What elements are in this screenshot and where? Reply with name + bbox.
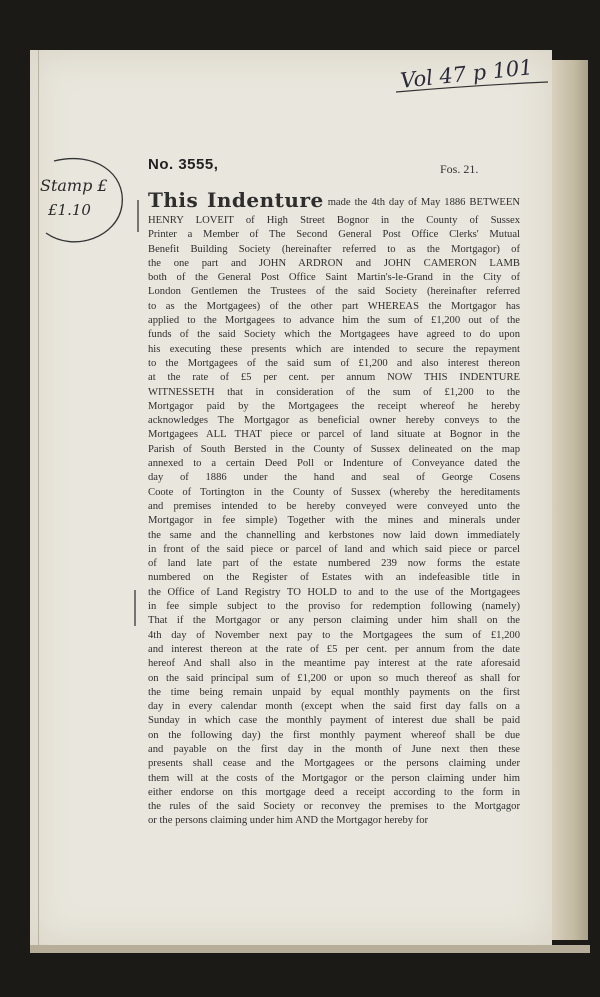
- indenture-body: [148, 186, 520, 829]
- volume-ref: Vol 47 p 101: [399, 55, 534, 93]
- body-line: WITNESSETH that in consideration of the sum of £1,200 to the: [148, 386, 520, 398]
- indenture-opening: This Indenture: [148, 188, 324, 212]
- opening-line: [148, 186, 520, 214]
- body-line: and interest thereon at the rate of £5 per cent. per annum from the date: [148, 643, 520, 655]
- body-line: annexed to a certain Deed Poll or Indenture of Conveyance dated the: [148, 458, 520, 470]
- body-line: day in every calendar month (except when the said first day falls on a: [148, 701, 520, 713]
- pencil-mark-top: [137, 200, 139, 232]
- body-line: Mortgagor paid by the Mortgagees the receipt whereof he hereby: [148, 400, 520, 412]
- body-line: at the rate of £5 per cent. per annum NOW THIS INDENTURE: [148, 372, 520, 384]
- body-line: HENRY LOVEIT of High Street Bognor in the County of Sussex: [148, 215, 520, 226]
- body-line: and payable on the first day in the month of June next then these: [148, 743, 520, 755]
- body-line: the Office of Land Registry TO HOLD to and to the use of the Mortgagees: [148, 586, 520, 598]
- volume-annotation: [392, 55, 552, 102]
- body-line: in fee simple subject to the proviso for redemption following (namely): [148, 601, 520, 613]
- body-line: funds of the said Society which the Mortgagees have agreed to do upon: [148, 329, 520, 341]
- body-line: Coote of Tortington in the County of Sussex (whereby the hereditaments: [148, 486, 520, 498]
- body-line: both of the General Post Office Saint Martin's-le-Grand in the City of: [148, 272, 520, 284]
- document-sheet: [30, 50, 552, 945]
- body-line: Benefit Building Society (hereinafter referred to as the Mortgagor) of: [148, 243, 520, 255]
- body-line: Printer a Member of The Second General Post Office Clerks' Mutual: [148, 229, 520, 241]
- underlying-pages-edge: [552, 60, 588, 940]
- body-line: the rules of the said Society or reconvey the premises to the Mortgagor: [148, 801, 520, 813]
- body-line: Sunday in which case the monthly payment of interest due shall be paid: [148, 715, 520, 727]
- folio-count: Fos. 21.: [440, 162, 479, 176]
- body-line: Parish of South Bersted in the County of Sussex delineated on the map: [148, 443, 520, 455]
- body-line: London Gentlemen the Trustees of the said Society (hereinafter referred: [148, 286, 520, 298]
- margin-note-stamp: Stamp £: [40, 176, 108, 195]
- body-line: hereof And shall also in the meantime pay interest at the rate aforesaid: [148, 658, 520, 670]
- body-line: Mortgagor in fee simple) Together with the mines and minerals under: [148, 515, 520, 527]
- body-line: 4th day of November next pay to the Mortgagees the sum of £1,200: [148, 629, 520, 641]
- body-line: applied to the Mortgagees to advance him the sum of £1,200 out of the: [148, 315, 520, 327]
- body-line: presents shall cease and the Mortgagees or the persons claiming under: [148, 758, 520, 770]
- body-line: on the following day) the first monthly payment whereof shall be due: [148, 729, 520, 741]
- body-line: on the said principal sum of £1,200 or upon so much thereof as shall for: [148, 672, 520, 684]
- body-line: in front of the said piece or parcel of land and which said piece or parcel: [148, 543, 520, 555]
- body-line: the one part and JOHN ARDRON and JOHN CAMERON LAMB: [148, 257, 520, 269]
- body-line: the time being remain unpaid by equal monthly payments on the first: [148, 686, 520, 698]
- body-line: of land late part of the estate numbered 239 now forms the estate: [148, 558, 520, 570]
- body-line: them will at the costs of the Mortgagor or the person claiming under him: [148, 772, 520, 784]
- body-line: That if the Mortgagor or any person claiming under him shall on the: [148, 615, 520, 627]
- margin-note-amount: £1.10: [48, 201, 91, 219]
- document-number: No. 3555,: [148, 156, 219, 173]
- body-line: or the persons claiming under him AND the Mortgagor hereby for: [148, 815, 429, 827]
- body-line: and premises intended to be hereby conveyed were conveyed unto the: [148, 500, 520, 512]
- body-line: to the Mortgagees of the said sum of £1,200 and also interest thereon: [148, 357, 520, 369]
- underlying-pages-bottom: [30, 945, 590, 953]
- body-line: day of 1886 under the hand and seal of George Cosens: [148, 472, 520, 484]
- body-line: to as the Mortgagees) of the other part WHEREAS the Mortgagor has: [148, 300, 520, 312]
- body-line: numbered on the Register of Estates with an indefeasible title in: [148, 572, 520, 584]
- body-line: the same and the channelling and kerbstones now laid down immediately: [148, 529, 520, 541]
- margin-note-circle: [34, 153, 134, 253]
- body-line: made the 4th day of May 1886 BETWEEN: [327, 197, 521, 208]
- body-line: either endorse on this mortgage deed a receipt according to the form in: [148, 786, 520, 798]
- body-line: acknowledges The Mortgagor as beneficial owner hereby conveys to the: [148, 415, 520, 427]
- body-line: his executing these presents which are intended to secure the repayment: [148, 343, 520, 355]
- pencil-mark-mid: [134, 590, 136, 626]
- body-line: Mortgagees ALL THAT piece or parcel of land situate at Bognor in the: [148, 429, 520, 441]
